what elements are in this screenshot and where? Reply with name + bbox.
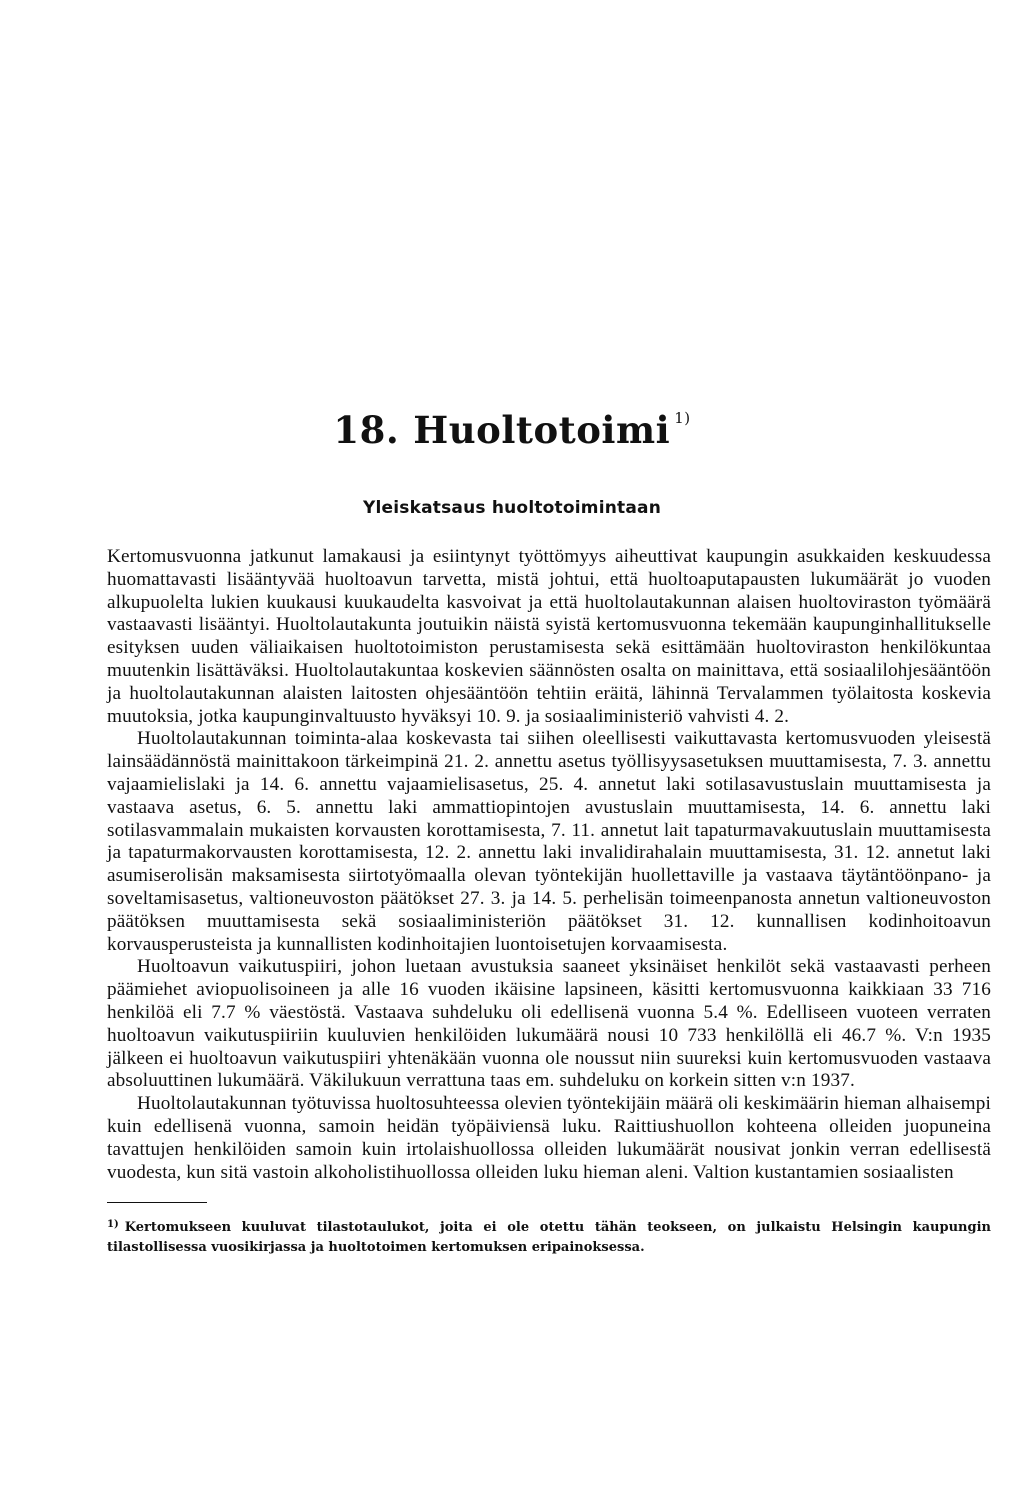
paragraph-1: Kertomusvuonna jatkunut lamakausi ja esiintynyt työttömyys aiheuttivat kaupungin asukkaiden keskuudessa huomattavasti lisääntyvää huoltoavun tarvetta, mistä johtui, että huoltoaputapausten lukumäärät jo vuoden alkupuolelta lukien kuukausi kuukaudelta kasvoivat ja että huoltolautakunnan alaisen huoltoviraston työmäärä vastaavasti lisääntyi. Huoltolautakunta joutuikin näistä syistä kertomusvuonna tekemään kaupunginhallitukselle esityksen uuden väliaikaisen huoltotoimiston perustamisesta sekä esittämään huoltoviraston henkilökuntaa muutenkin lisättäväksi. Huoltolautakuntaa koskevien säännösten osalta on mainittava, että sosiaalilohjesääntöön ja huoltolautakunnan alaisten laitosten ohjesääntöön tehtiin eräitä, lähinnä Tervalammen työlaitosta koskevia muutoksia, jotka kaupunginvaltuusto hyväksyi 10. 9. ja sosiaaliministeriö vahvisti 4. 2.: [107, 546, 991, 727]
section-heading: Yleiskatsaus huoltotoimintaan: [362, 498, 661, 518]
footnote-text: Kertomukseen kuuluvat tilastotaulukot, joita ei ole otettu tähän teokseen, on julkaistu Helsingin kaupungin tilastollisessa vuosikirjassa ja huoltotoimen kertomuksen eripainoksessa.: [107, 1220, 991, 1255]
footnote: [107, 1215, 991, 1258]
chapter-title-text: Huoltotoimi: [413, 408, 671, 452]
chapter-title: [0, 408, 1024, 452]
footnote-divider: [107, 1202, 207, 1203]
paragraph-2: Huoltolautakunnan toiminta-alaa koskevasta tai siihen oleellisesti vaikuttavasta kertomusvuoden yleisestä lainsäädännöstä mainittakoon tärkeimpinä 21. 2. annettu asetus työllisyysasetuksen muuttamisesta, 7. 3. annettu vajaamielislaki ja 14. 6. annettu vajaamielisasetus, 25. 4. annetut laki sotilasavustuslain muuttamisesta ja vastaava asetus, 6. 5. annettu laki ammattiopintojen avustuslain muuttamisesta, 14. 6. annettu laki sotilasvammalain mukaisten korvausten korottamisesta, 7. 11. annetut lait tapaturmavakuutuslain muuttamisesta ja tapaturmakorvausten korottamisesta, 12. 2. annettu laki invalidirahalain muuttamisesta, 31. 12. annetut laki asumiserolisän maksamisesta siirtotyömaalla olevan työntekijän huollettaville ja vastaava täytäntöönpano- ja soveltamisasetus, valtioneuvoston päätökset 27. 3. ja 14. 5. perhelisän toimeenpanosta annetun valtioneuvoston päätöksen muuttamisesta sekä sosiaaliministeriön päätökset 31. 12. kunnallisen kodinhoitoavun korvausperusteista ja kunnallisten kodinhoitajien luontoisetujen korvaamisesta.: [107, 728, 991, 955]
paragraph-3: Huoltoavun vaikutuspiiri, johon luetaan avustuksia saaneet yksinäiset henkilöt sekä vastaavasti perheen päämiehet aviopuolisoineen ja alle 16 vuoden ikäisine lapsineen, käsitti kertomusvuonna kaikkiaan 33 716 henkilöä eli 7.7 % väestöstä. Vastaava suhdeluku oli edellisenä vuonna 5.4 %. Edelliseen vuoteen verraten huoltoavun vaikutuspiiriin kuuluvien henkilöiden lukumäärä nousi 10 733 henkilöllä eli 46.7 %. V:n 1935 jälkeen ei huoltoavun vaikutuspiiri yhtenäkään vuonna ole noussut niin suureksi kuin kertomusvuoden vastaava absoluuttinen lukumäärä. Väkilukuun verrattuna taas em. suhdeluku on korkein sitten v:n 1937.: [107, 956, 991, 1092]
footnote-mark: 1): [107, 1219, 119, 1230]
paragraph-4: Huoltolautakunnan työtuvissa huoltosuhteessa olevien työntekijäin määrä oli keskimäärin hieman alhaisempi kuin edellisenä vuonna, samoin heidän työpäiviensä luku. Raittiushuollon kohteena olleiden juopuneina tavattujen henkilöiden samoin kuin irtolaishuollossa olleiden lukumäärät nousivat jonkin verran edellisestä vuodesta, kun sitä vastoin alkoholistihuollossa olleiden luku hieman aleni. Valtion kustantamien sosiaalisten: [107, 1093, 991, 1183]
body-text: [107, 546, 991, 1184]
chapter-number: 18.: [333, 408, 400, 452]
footnote-reference: 1): [674, 409, 691, 427]
